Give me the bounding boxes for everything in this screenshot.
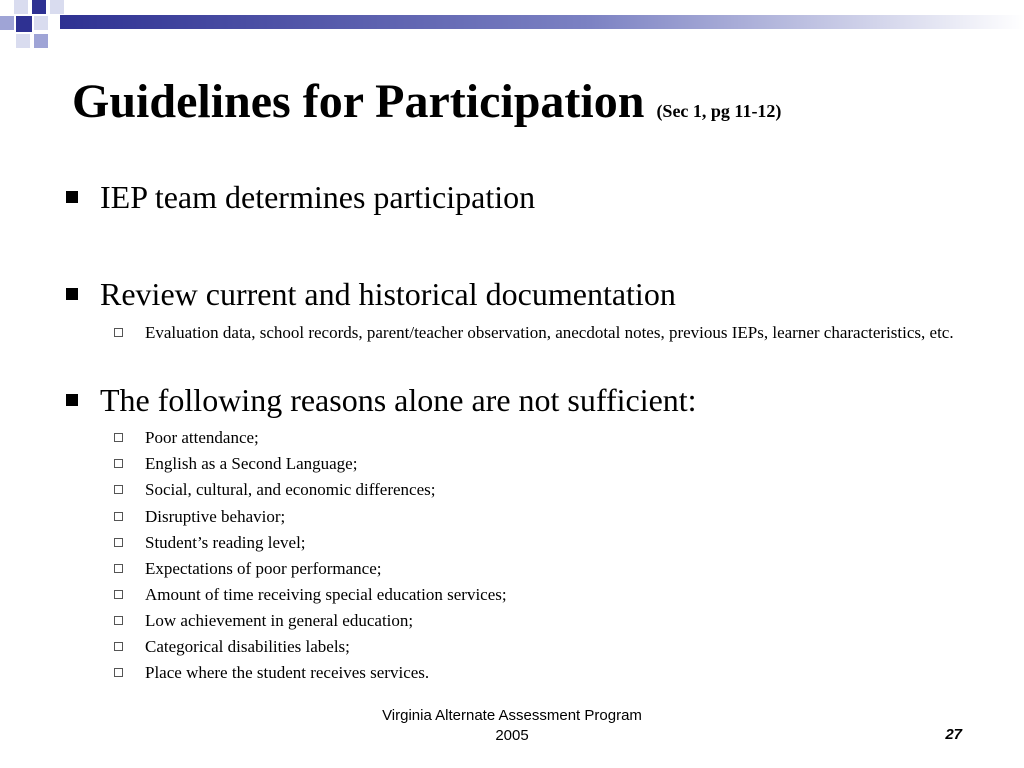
sub-bullet-text: Disruptive behavior; xyxy=(145,507,286,526)
slide-title xyxy=(72,74,781,129)
deco-square xyxy=(50,0,64,14)
deco-square xyxy=(0,16,14,30)
hollow-square-bullet-icon xyxy=(114,668,123,677)
hollow-square-bullet-icon xyxy=(114,564,123,573)
sub-bullet-text: Evaluation data, school records, parent/teacher observation, anecdotal notes, previous IEPs, learner characteristics, etc. xyxy=(145,323,954,342)
sub-bullet-text: Student’s reading level; xyxy=(145,533,306,552)
bullet-text: The following reasons alone are not sufficient: xyxy=(100,382,697,418)
title-text: Guidelines for Participation xyxy=(72,75,645,128)
header-decoration xyxy=(0,0,1024,60)
page-number: 27 xyxy=(945,726,962,743)
title-reference: (Sec 1, pg 11-12) xyxy=(656,101,782,121)
header-gradient-band xyxy=(60,15,1024,29)
hollow-square-bullet-icon xyxy=(114,512,123,521)
deco-square xyxy=(34,34,48,48)
hollow-square-bullet-icon xyxy=(114,459,123,468)
deco-square xyxy=(14,0,28,14)
sub-bullet-text: Amount of time receiving special education services; xyxy=(145,585,507,604)
deco-square xyxy=(32,0,46,14)
sub-bullet-text: Poor attendance; xyxy=(145,428,259,447)
deco-square xyxy=(16,16,32,32)
hollow-square-bullet-icon xyxy=(114,328,123,337)
slide-footer xyxy=(0,706,1024,746)
deco-square xyxy=(34,16,48,30)
hollow-square-bullet-icon xyxy=(114,485,123,494)
sub-bullet-text: Expectations of poor performance; xyxy=(145,559,382,578)
hollow-square-bullet-icon xyxy=(114,538,123,547)
sub-bullet-text: Social, cultural, and economic differences; xyxy=(145,480,436,499)
sub-bullet-text: English as a Second Language; xyxy=(145,454,358,473)
square-bullet-icon xyxy=(66,288,78,300)
sub-bullet-text: Low achievement in general education; xyxy=(145,611,414,630)
hollow-square-bullet-icon xyxy=(114,590,123,599)
deco-square xyxy=(16,34,30,48)
bullet-text: Review current and historical documentation xyxy=(100,276,676,312)
square-bullet-icon xyxy=(66,394,78,406)
square-bullet-icon xyxy=(66,191,78,203)
footer-line-2: 2005 xyxy=(495,727,529,744)
hollow-square-bullet-icon xyxy=(114,433,123,442)
hollow-square-bullet-icon xyxy=(114,642,123,651)
sub-bullet-text: Categorical disabilities labels; xyxy=(145,637,350,656)
footer-line-1: Virginia Alternate Assessment Program xyxy=(382,707,642,724)
sub-bullet-text: Place where the student receives services. xyxy=(145,663,430,682)
bullet-text: IEP team determines participation xyxy=(100,179,536,215)
hollow-square-bullet-icon xyxy=(114,616,123,625)
